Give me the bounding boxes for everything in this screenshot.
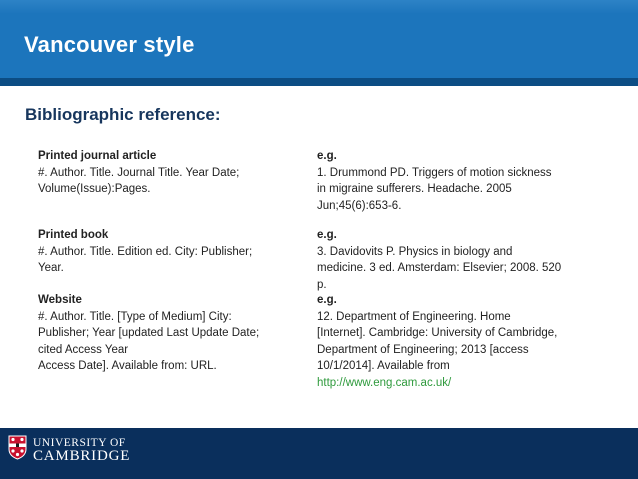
cambridge-crest-icon <box>8 435 27 460</box>
format-label: Printed journal article <box>38 150 157 162</box>
example-text: 1. Drummond PD. Triggers of motion sickness in migraine sufferers. Headache. 2005 Jun;45(6):653-6. <box>317 166 552 212</box>
example-text: 12. Department of Engineering. Home [Internet]. Cambridge: University of Cambridge, Department of Engineering; 2013 [access 10/1/2014]. Available from <box>317 310 558 373</box>
format-label: Printed book <box>38 229 109 241</box>
logo-line-2: CAMBRIDGE <box>33 448 131 464</box>
format-template: #. Author. Title. Edition ed. City: Publisher; Year. <box>38 245 253 275</box>
logo-line-1: UNIVERSITY OF <box>33 437 126 449</box>
format-printed-book <box>38 227 300 277</box>
title-divider <box>0 78 638 86</box>
title-bar-shine <box>0 0 638 14</box>
format-website <box>38 292 300 375</box>
format-journal-article <box>38 148 300 198</box>
format-template: #. Author. Title. [Type of Medium] City: Publisher; Year [updated Last Update Date; cited Access Year Access Date]. Available from: URL. <box>38 310 260 373</box>
example-url-link[interactable]: http://www.eng.cam.ac.uk/ <box>317 376 452 389</box>
example-printed-book <box>317 227 617 293</box>
example-label: e.g. <box>317 294 337 306</box>
format-template: #. Author. Title. Journal Title. Year Date; Volume(Issue):Pages. <box>38 166 240 196</box>
format-label: Website <box>38 294 82 306</box>
example-label: e.g. <box>317 229 337 241</box>
example-journal-article <box>317 148 617 214</box>
slide-title: Vancouver style <box>24 32 195 57</box>
example-website <box>317 292 617 392</box>
example-text: 3. Davidovits P. Physics in biology and medicine. 3 ed. Amsterdam: Elsevier; 2008. 520 p. <box>317 245 562 291</box>
section-heading: Bibliographic reference: <box>25 105 221 124</box>
university-logo-text <box>33 437 130 463</box>
example-label: e.g. <box>317 150 337 162</box>
